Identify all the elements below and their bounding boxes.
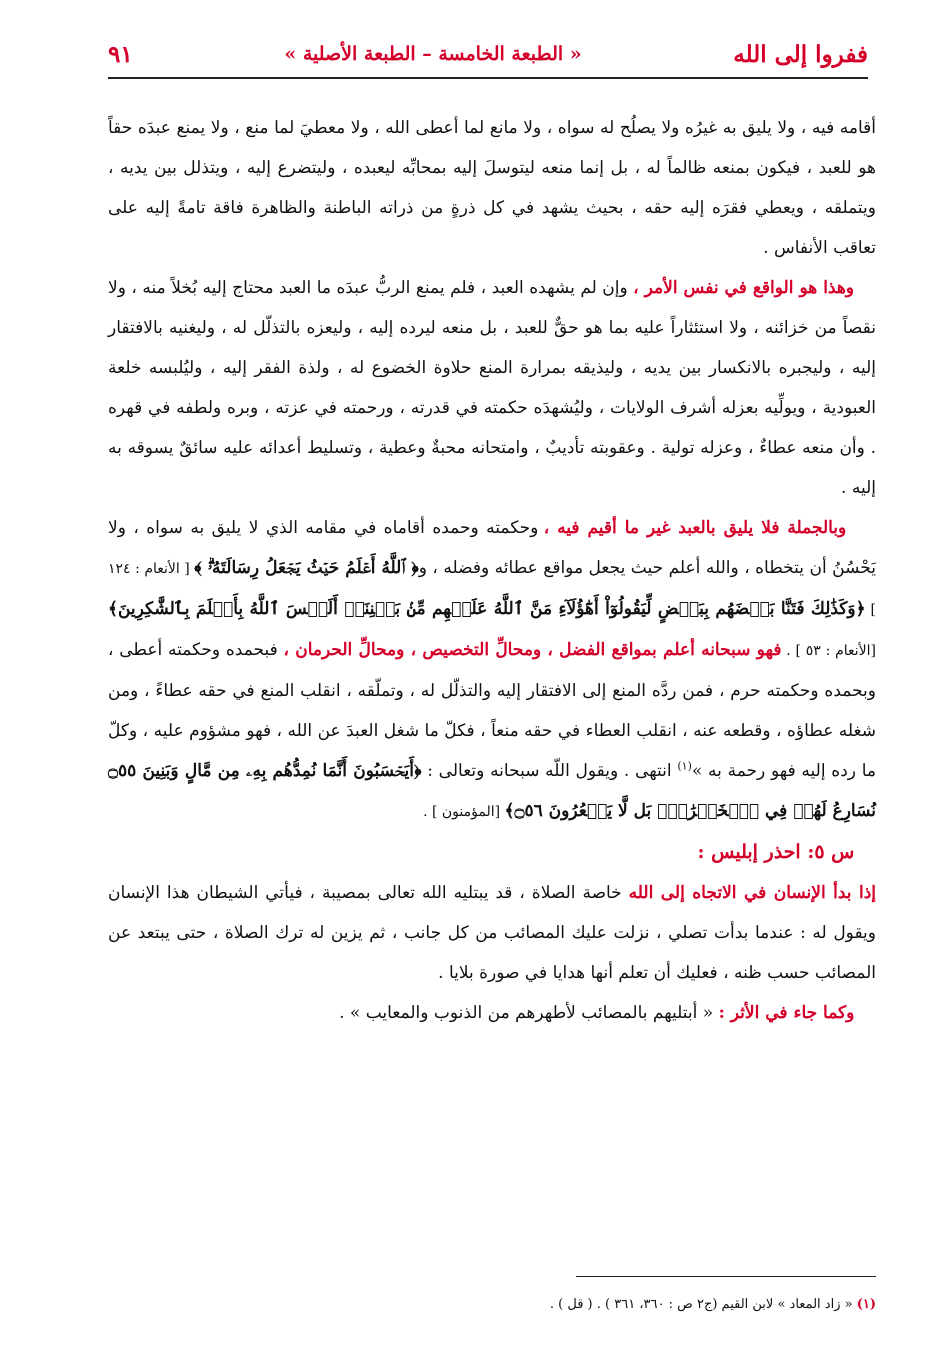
paragraph-5-lead: وكما جاء في الأثر :	[718, 1003, 855, 1023]
verse-reference-1: [ الأنعام : ١٢٤ ]	[108, 561, 876, 618]
paragraph-2-lead: وهذا هو الواقع في نفس الأمر ،	[633, 278, 855, 298]
paragraph-5	[108, 993, 876, 1033]
quran-verse-1: ﴿ ٱللَّهُ أَعۡلَمُ حَيۡثُ يَجۡعَلُ رِسَالَتَهُۥۗ ﴾	[194, 558, 419, 578]
book-title: ففروا إلى الله	[733, 40, 868, 68]
header-divider	[108, 77, 868, 79]
paragraph-4	[108, 873, 876, 993]
paragraph-3-text-c: انتهى . ويقول اللّه سبحانه وتعالى :	[421, 761, 678, 781]
footnote-number: (١)	[856, 1297, 876, 1312]
paragraph-3-highlight: فهو سبحانه أعلم بمواقع الفضل ، ومحالِّ التخصيص ، ومحالِّ الحرمان ،	[283, 640, 782, 660]
paragraph-2	[108, 268, 876, 508]
page-number: ٩١	[108, 40, 133, 68]
paragraph-5-text: « أبتليهم بالمصائب لأطهرهم من الذنوب والمعايب » .	[339, 1003, 719, 1023]
paragraph-3-text-a: وحكمته وحمده أقاماه في مقامه الذي لا يليق به سواه ، ولا يَحْسُنُ أن يتخطاه ، والله أعلم حيث يجعل مواقع عطائه وفضله ، و	[108, 518, 876, 578]
section-heading: س ٥: احذر إبليس :	[697, 841, 855, 863]
edition-label: « الطبعة الخامسة – الطبعة الأصلية »	[284, 43, 582, 65]
page-header	[108, 36, 868, 72]
paragraph-3-lead: وبالجملة فلا يليق بالعبد غير ما أقيم فيه ،	[543, 518, 847, 538]
paragraph-4-lead: إذا بدأ الإنسان في الاتجاه إلى الله	[628, 883, 877, 903]
quran-verse-2: ﴿وَكَذَٰلِكَ فَتَنَّا بَعۡضَهُم بِبَعۡضٍ لِّيَقُولُوٓاْ أَهَٰٓؤُلَآءِ مَنَّ ٱللَّهُ عَلَيۡهِم مِّنۢ بَيۡنِنَآۗ أَلَيۡسَ ٱللَّهُ بِأَعۡلَمَ بِٱلشَّٰكِرِينَ﴾	[108, 599, 866, 619]
quran-verse-3: ﴿أَيَحۡسَبُونَ أَنَّمَا نُمِدُّهُم بِهِۦ مِن مَّالٍ وَبَنِينَ ۝٥٥ نُسَارِعُ لَهُمۡ فِي ٱلۡخَيۡرَٰتِۚ بَل لَّا يَشۡعُرُونَ ۝٥٦﴾	[108, 761, 876, 821]
paragraph-1-text: أقامه فيه ، ولا يليق به غيرُه ولا يصلُح له سواه ، ولا مانع لما أعطى الله ، ولا معطيَ لما منع ، ولا يمنع عبدَه حقاً هو للعبد ، فيكون بمنعه ظالماً له ، بل إنما منعه ليتوسلَ إليه بمحابِّه ليعبده ، وليتضرع إليه ، ويتذلل بين يديه ، ويتملقه ، ويعطي فقرَه إليه حقه ، بحيث يشهد في كل ذرةٍ من ذراته الباطنة والظاهرة فاقة تامةً إليه على تعاقب الأنفاس .	[108, 118, 876, 258]
footnote-text: « زاد المعاد » لابن القيم (ج٢ ص : ٣٦٠، ٣٦١ ) . ( قل ) .	[549, 1297, 857, 1312]
paragraph-4-text: خاصة الصلاة ، قد يبتليه الله تعالى بمصيبة ، فيأتي الشيطان هذا الإنسان ويقول له : عندما بدأت تصلي ، نزلت عليك المصائب من كل جانب ، ثم يزين له ترك الصلاة ، حتى يبتعد عن المصائب حسب ظنه ، فعليك أن تعلم أنها هدايا في صورة بلايا .	[108, 883, 876, 983]
verse-reference-2: [الأنعام : ٥٣ ] .	[781, 643, 876, 659]
footnote-marker[interactable]: (١)	[677, 759, 692, 773]
verse-reference-3: [المؤمنون ] .	[423, 804, 505, 820]
page-body	[108, 108, 876, 1033]
section-heading-row	[108, 832, 876, 873]
paragraph-1	[108, 108, 876, 268]
footnote	[108, 1290, 876, 1320]
paragraph-3	[108, 508, 876, 832]
footnote-divider	[576, 1276, 876, 1277]
paragraph-2-text: وإن لم يشهده العبد ، فلم يمنع الربُّ عبدَه ما العبد محتاج إليه بُخلاً منه ، ولا نقصاً من خزائنه ، ولا استئثاراً عليه بما هو حقٌّ للعبد ، بل منعه ليرده إليه ، وليعزه بالتذلّل له ، وليغنيه بالافتقار إليه ، وليجبره بالانكسار بين يديه ، وليذيقه بمرارة المنع حلاوة الخضوع له ، ولذة الفقر إليه ، وليُلبسه خلعة العبودية ، ويولِّيه بعزله أشرف الولايات ، وليُشهدَه حكمته في قدرته ، ورحمته في عزته ، وبره ولطفه في قهره . وأن منعه عطاءٌ ، وعزله تولية . وعقوبته تأديبٌ ، وامتحانه محبةٌ وعطية ، وتسليط أعدائه عليه سائقٌ يسوقه به إليه .	[108, 278, 876, 498]
paragraph-3-text-b: فبحمده وحكمته أعطى ، وبحمده وحكمته حرم ، فمن ردَّه المنع إلى الافتقار إليه والتذلّل له ، وتملّقه ، انقلب المنع في حقه عطاءً ، ومن شغله عطاؤه ، وقطعه عنه ، انقلب العطاء في حقه منعاً ، فكلّ ما شغل العبدَ عن الله ، فهو مشؤوم عليه ، وكلّ ما رده إليه فهو رحمة به »	[108, 640, 876, 781]
